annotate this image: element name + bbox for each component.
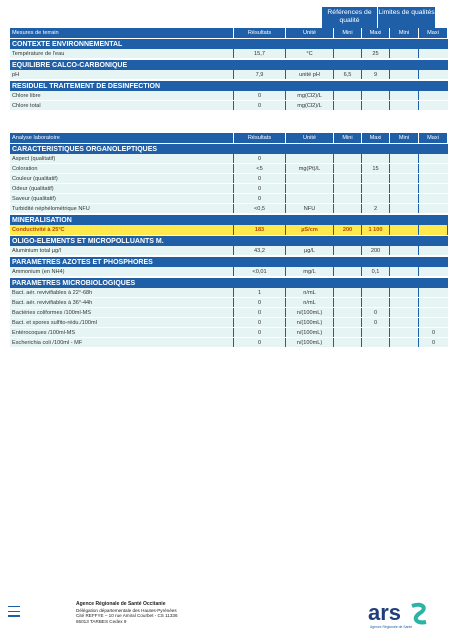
cell-mini2 — [390, 101, 419, 110]
cell-label: Bactéries coliformes /100ml-MS — [10, 308, 234, 317]
menu-lines-icon — [8, 606, 20, 620]
cell-maxi2 — [419, 246, 448, 255]
cell-unite: mg(Pt)/L — [286, 164, 334, 173]
cell-label: Entérocoques /100ml-MS — [10, 328, 234, 337]
section-header — [10, 214, 448, 225]
cell-mini2 — [390, 308, 419, 317]
cell-label: Saveur (qualitatif) — [10, 194, 234, 203]
cell-maxi1 — [362, 101, 390, 110]
section-title: EQUILIBRE CALCO-CARBONIQUE — [12, 62, 128, 69]
cell-unite — [286, 184, 334, 193]
cell-mini2 — [390, 298, 419, 307]
cell-maxi1 — [362, 154, 390, 163]
cell-maxi1: 9 — [362, 70, 390, 79]
footer-address — [76, 602, 178, 624]
cell-maxi1 — [362, 298, 390, 307]
footer-line2: Cité REFFYE – 10 rue Amiral Courbet - CS 11336 — [76, 613, 178, 619]
header-mini1: Mini — [334, 133, 362, 143]
section-title: PARAMETRES MICROBIOLOGIQUES — [12, 280, 136, 287]
cell-maxi1 — [362, 338, 390, 347]
cell-mini1 — [334, 154, 362, 163]
cell-mini1 — [334, 184, 362, 193]
table-row — [10, 288, 448, 298]
cell-maxi1: 15 — [362, 164, 390, 173]
cell-label: pH — [10, 70, 234, 79]
cell-mini2 — [390, 288, 419, 297]
cell-mini1: 200 — [334, 225, 362, 235]
cell-unite: n/mL — [286, 298, 334, 307]
table-row — [10, 154, 448, 164]
cell-unite: n/mL — [286, 288, 334, 297]
cell-label: Conductivité à 25°C — [10, 225, 234, 235]
cell-label: Bact. aér. revivifiables à 22°-68h — [10, 288, 234, 297]
cell-label: Bact. et spores sulfito-rédu./100ml — [10, 318, 234, 327]
cell-maxi2 — [419, 204, 448, 213]
limites-header: Limites de qualités — [378, 7, 436, 28]
cell-mini1 — [334, 246, 362, 255]
cell-label: Bact. aér. revivifiables à 36°-44h — [10, 298, 234, 307]
table-row — [10, 298, 448, 308]
cell-resultat: <5 — [234, 164, 286, 173]
logo-swoosh-icon — [412, 605, 426, 623]
cell-mini1 — [334, 328, 362, 337]
cell-unite: n/(100mL) — [286, 328, 334, 337]
cell-unite: µg/L — [286, 246, 334, 255]
section-title: RESIDUEL TRAITEMENT DE DESINFECTION — [12, 83, 161, 90]
cell-mini2 — [390, 91, 419, 100]
cell-maxi1: 1 100 — [362, 225, 390, 235]
cell-maxi2 — [419, 225, 448, 235]
header-mini2: Mini — [390, 133, 419, 143]
cell-unite — [286, 194, 334, 203]
cell-label: Ammonium (en NH4) — [10, 267, 234, 276]
cell-maxi1 — [362, 174, 390, 183]
cell-maxi2 — [419, 91, 448, 100]
quality-header-group — [322, 7, 448, 28]
section-header — [10, 235, 448, 246]
header-maxi2: Maxi — [419, 28, 448, 38]
cell-resultat: 0 — [234, 308, 286, 317]
cell-resultat: 0 — [234, 174, 286, 183]
table-row — [10, 246, 448, 256]
cell-maxi2: 0 — [431, 330, 436, 336]
cell-mini2 — [390, 318, 419, 327]
cell-mini2 — [390, 164, 419, 173]
cell-maxi1 — [362, 288, 390, 297]
cell-maxi2 — [419, 288, 448, 297]
table-row — [10, 70, 448, 80]
cell-maxi2 — [419, 298, 448, 307]
table-row — [10, 194, 448, 204]
cell-maxi1 — [362, 328, 390, 337]
table-header — [10, 28, 448, 38]
cell-maxi1: 200 — [362, 246, 390, 255]
cell-mini1 — [334, 308, 362, 317]
section-header — [10, 143, 448, 154]
cell-unite: µS/cm — [286, 225, 334, 235]
cell-resultat: 43,2 — [234, 246, 286, 255]
laboratoire-table — [10, 133, 448, 348]
cell-mini1 — [334, 318, 362, 327]
cell-mini1 — [334, 267, 362, 276]
logo-text: ars — [368, 600, 402, 625]
cell-resultat: 183 — [234, 225, 286, 235]
cell-mini2 — [390, 174, 419, 183]
cell-unite — [286, 174, 334, 183]
cell-resultat: 0 — [234, 91, 286, 100]
cell-unite: n/(100mL) — [286, 338, 334, 347]
cell-mini1 — [334, 298, 362, 307]
cell-mini1 — [334, 49, 362, 58]
section-header — [10, 80, 448, 91]
cell-mini2 — [390, 154, 419, 163]
section-header — [10, 277, 448, 288]
cell-mini2 — [390, 70, 419, 79]
cell-resultat: <0,01 — [234, 267, 286, 276]
cell-maxi1: 25 — [362, 49, 390, 58]
table-row — [10, 49, 448, 59]
header-resultats: Résultats — [234, 133, 286, 143]
header-label: Mesures de terrain — [10, 28, 234, 38]
cell-maxi2 — [419, 101, 448, 110]
cell-mini2 — [390, 328, 419, 337]
cell-mini1 — [334, 174, 362, 183]
cell-maxi1: 0,1 — [362, 267, 390, 276]
cell-resultat: 0 — [234, 328, 286, 337]
cell-label: Chlore libre — [10, 91, 234, 100]
cell-resultat: 0 — [234, 318, 286, 327]
cell-label: Aluminium total µg/l — [10, 246, 234, 255]
footer-line1: Délégation départementale des Hautes-Pyrénées — [76, 607, 177, 613]
cell-mini1 — [334, 194, 362, 203]
cell-resultat: 0 — [234, 154, 286, 163]
cell-label: Odeur (qualitatif) — [10, 184, 234, 193]
cell-resultat: 15,7 — [234, 49, 286, 58]
cell-mini1: 6,5 — [334, 70, 362, 79]
cell-unite: NFU — [286, 204, 334, 213]
cell-unite: mg(Cl2)/L — [286, 101, 334, 110]
table-row — [10, 308, 448, 318]
cell-mini2 — [390, 194, 419, 203]
cell-mini1 — [334, 288, 362, 297]
cell-unite: unité pH — [286, 70, 334, 79]
cell-maxi2 — [419, 318, 448, 327]
cell-label: Température de l'eau — [10, 49, 234, 58]
table-row — [10, 101, 448, 111]
section-title: PARAMETRES AZOTES ET PHOSPHORES — [12, 259, 153, 266]
table-row — [10, 328, 448, 338]
cell-resultat: 7,9 — [234, 70, 286, 79]
cell-mini2 — [390, 338, 419, 347]
table-row — [10, 225, 448, 235]
cell-maxi2 — [419, 308, 448, 317]
table-row — [10, 204, 448, 214]
cell-maxi1: 2 — [362, 204, 390, 213]
header-unite: Unité — [286, 28, 334, 38]
section-header — [10, 38, 448, 49]
cell-unite: mg(Cl2)/L — [286, 91, 334, 100]
cell-label: Couleur (qualitatif) — [10, 174, 234, 183]
cell-resultat: <0,5 — [234, 204, 286, 213]
ars-logo — [366, 600, 440, 630]
cell-mini2 — [390, 184, 419, 193]
cell-maxi1: 0 — [362, 318, 390, 327]
cell-unite — [286, 154, 334, 163]
cell-resultat: 1 — [234, 288, 286, 297]
cell-unite: °C — [286, 49, 334, 58]
header-resultats: Résultats — [234, 28, 286, 38]
table-row — [10, 267, 448, 277]
footer-line3: 65013 TARBES Cedex 9 — [76, 618, 127, 624]
cell-maxi2 — [419, 70, 448, 79]
header-mini2: Mini — [390, 28, 419, 38]
cell-maxi2 — [419, 267, 448, 276]
table-row — [10, 174, 448, 184]
cell-unite: mg/L — [286, 267, 334, 276]
cell-resultat: 0 — [234, 298, 286, 307]
section-title: OLIGO-ELEMENTS ET MICROPOLLUANTS M. — [12, 238, 164, 245]
cell-maxi1 — [362, 194, 390, 203]
cell-maxi2 — [419, 154, 448, 163]
cell-maxi1 — [362, 91, 390, 100]
cell-mini1 — [334, 164, 362, 173]
table-row — [10, 184, 448, 194]
section-title: CONTEXTE ENVIRONNEMENTAL — [12, 41, 123, 48]
cell-mini2 — [390, 204, 419, 213]
cell-label: Turbidité néphélométrique NFU — [10, 204, 234, 213]
logo-tagline: Agence Régionale de Santé — [370, 625, 413, 629]
section-title: MINERALISATION — [12, 217, 72, 224]
cell-unite: n/(100mL) — [286, 318, 334, 327]
header-maxi1: Maxi — [362, 133, 390, 143]
cell-label: Aspect (qualitatif) — [10, 154, 234, 163]
footer-org: Agence Régionale de Santé Occitanie — [76, 601, 166, 607]
cell-maxi2 — [419, 174, 448, 183]
cell-mini2 — [390, 246, 419, 255]
table-row — [10, 164, 448, 174]
cell-resultat: 0 — [234, 338, 286, 347]
cell-mini1 — [334, 101, 362, 110]
cell-resultat: 0 — [234, 194, 286, 203]
cell-resultat: 0 — [234, 101, 286, 110]
header-mini1: Mini — [334, 28, 362, 38]
cell-label: Coloration — [10, 164, 234, 173]
references-header: Références de qualité — [322, 7, 378, 28]
section-title: CARACTERISTIQUES ORGANOLEPTIQUES — [12, 146, 158, 153]
cell-mini2 — [390, 267, 419, 276]
cell-maxi2 — [419, 184, 448, 193]
cell-mini1 — [334, 91, 362, 100]
cell-maxi2 — [419, 164, 448, 173]
header-maxi2: Maxi — [419, 133, 448, 143]
cell-mini1 — [334, 204, 362, 213]
cell-mini1 — [334, 338, 362, 347]
section-header — [10, 256, 448, 267]
header-unite: Unité — [286, 133, 334, 143]
section-header — [10, 59, 448, 70]
cell-unite: n/(100mL) — [286, 308, 334, 317]
cell-maxi2: 0 — [431, 340, 436, 346]
table-row — [10, 338, 448, 348]
cell-maxi2 — [419, 194, 448, 203]
cell-maxi1 — [362, 184, 390, 193]
terrain-table — [10, 28, 448, 111]
cell-label: Escherichia coli /100ml - MF — [10, 338, 234, 347]
cell-mini2 — [390, 49, 419, 58]
header-label: Analyse laboratoire — [10, 133, 234, 143]
cell-label: Chlore total — [10, 101, 234, 110]
table-header — [10, 133, 448, 143]
table-row — [10, 318, 448, 328]
cell-maxi2 — [419, 49, 448, 58]
header-maxi1: Maxi — [362, 28, 390, 38]
table-row — [10, 91, 448, 101]
cell-mini2 — [390, 225, 419, 235]
cell-maxi1: 0 — [362, 308, 390, 317]
cell-resultat: 0 — [234, 184, 286, 193]
